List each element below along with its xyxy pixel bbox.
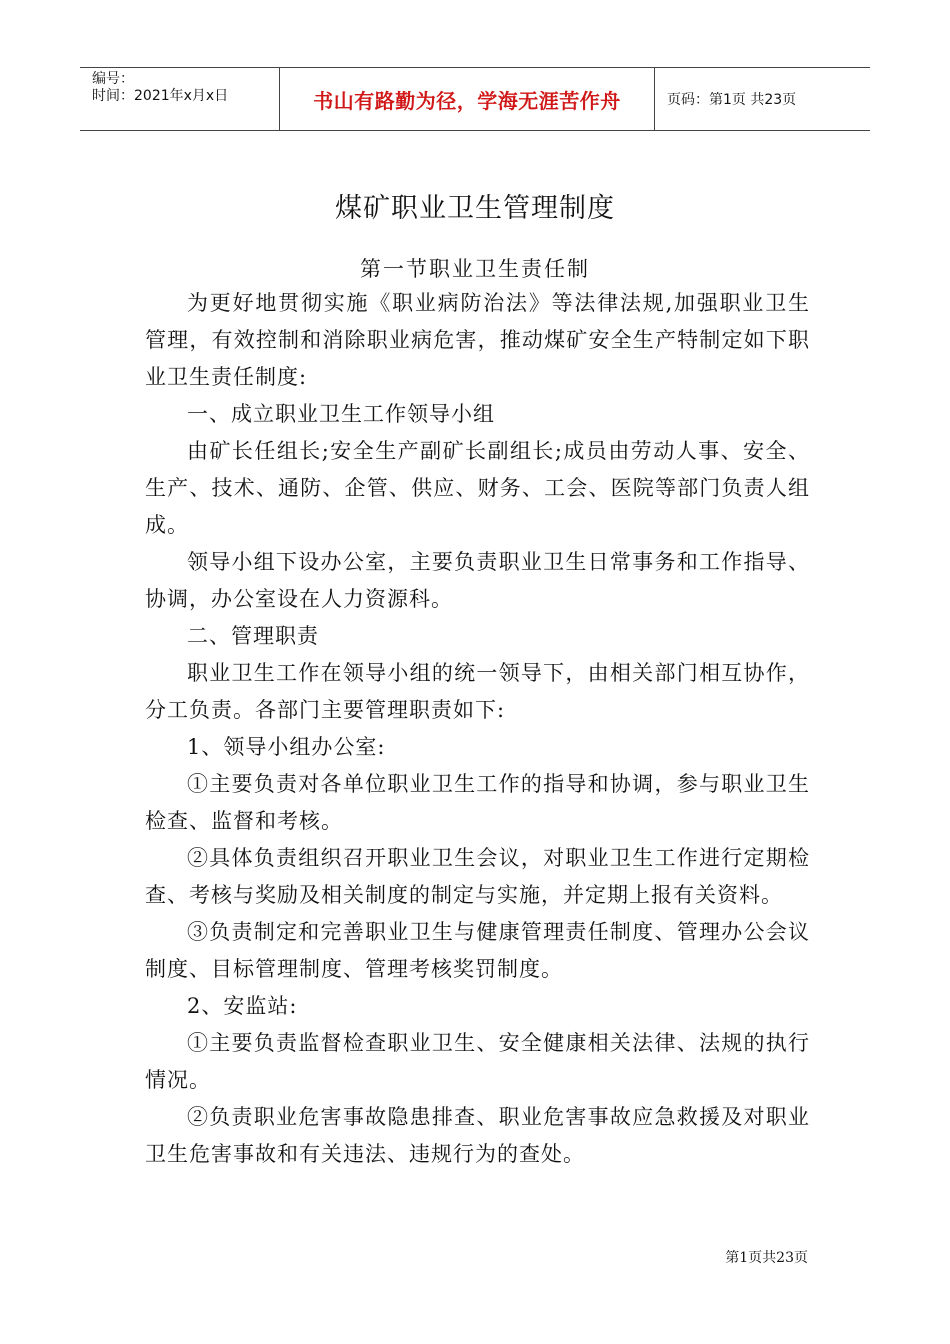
paragraph: ①主要负责监督检查职业卫生、安全健康相关法律、法规的执行情况。	[145, 1031, 810, 1092]
document-body	[145, 285, 810, 1173]
section-title: 第一节职业卫生责任制	[360, 257, 590, 281]
document-date: 时间：2021年x月x日	[92, 88, 229, 104]
paragraph: 由矿长任组长;安全生产副矿长副组长;成员由劳动人事、安全、生产、技术、通防、企管、供应、财务、工会、医院等部门负责人组成。	[145, 439, 810, 537]
paragraph: 2、安监站:	[187, 994, 298, 1018]
paragraph: 1、领导小组办公室:	[187, 735, 386, 759]
header-meta	[80, 68, 280, 130]
header-motto: 书山有路勤为径，学海无涯苦作舟	[280, 68, 655, 130]
paragraph: 为更好地贯彻实施《职业病防治法》等法律法规,加强职业卫生管理，有效控制和消除职业病危害，推动煤矿安全生产特制定如下职业卫生责任制度:	[145, 291, 810, 389]
paragraph: ③负责制定和完善职业卫生与健康管理责任制度、管理办公会议制度、目标管理制度、管理考核奖罚制度。	[145, 920, 810, 981]
paragraph: 二、管理职责	[187, 624, 319, 648]
page-footer: 第1页共23页	[725, 1250, 808, 1266]
paragraph: 一、成立职业卫生工作领导小组	[187, 402, 495, 426]
paragraph: 领导小组下设办公室，主要负责职业卫生日常事务和工作指导、协调，办公室设在人力资源科。	[145, 550, 810, 611]
document-title: 煤矿职业卫生管理制度	[335, 193, 615, 224]
paragraph: ②负责职业危害事故隐患排查、职业危害事故应急救援及对职业卫生危害事故和有关违法、违规行为的查处。	[145, 1105, 810, 1166]
paragraph: ①主要负责对各单位职业卫生工作的指导和协调，参与职业卫生检查、监督和考核。	[145, 772, 810, 833]
document-number-label: 编号：	[92, 71, 134, 87]
page-header	[80, 67, 870, 131]
paragraph: ②具体负责组织召开职业卫生会议，对职业卫生工作进行定期检查、考核与奖励及相关制度的制定与实施，并定期上报有关资料。	[145, 846, 810, 907]
header-page-info: 页码：第1页 共23页	[667, 92, 797, 108]
paragraph: 职业卫生工作在领导小组的统一领导下，由相关部门相互协作，分工负责。各部门主要管理职责如下:	[145, 661, 810, 722]
